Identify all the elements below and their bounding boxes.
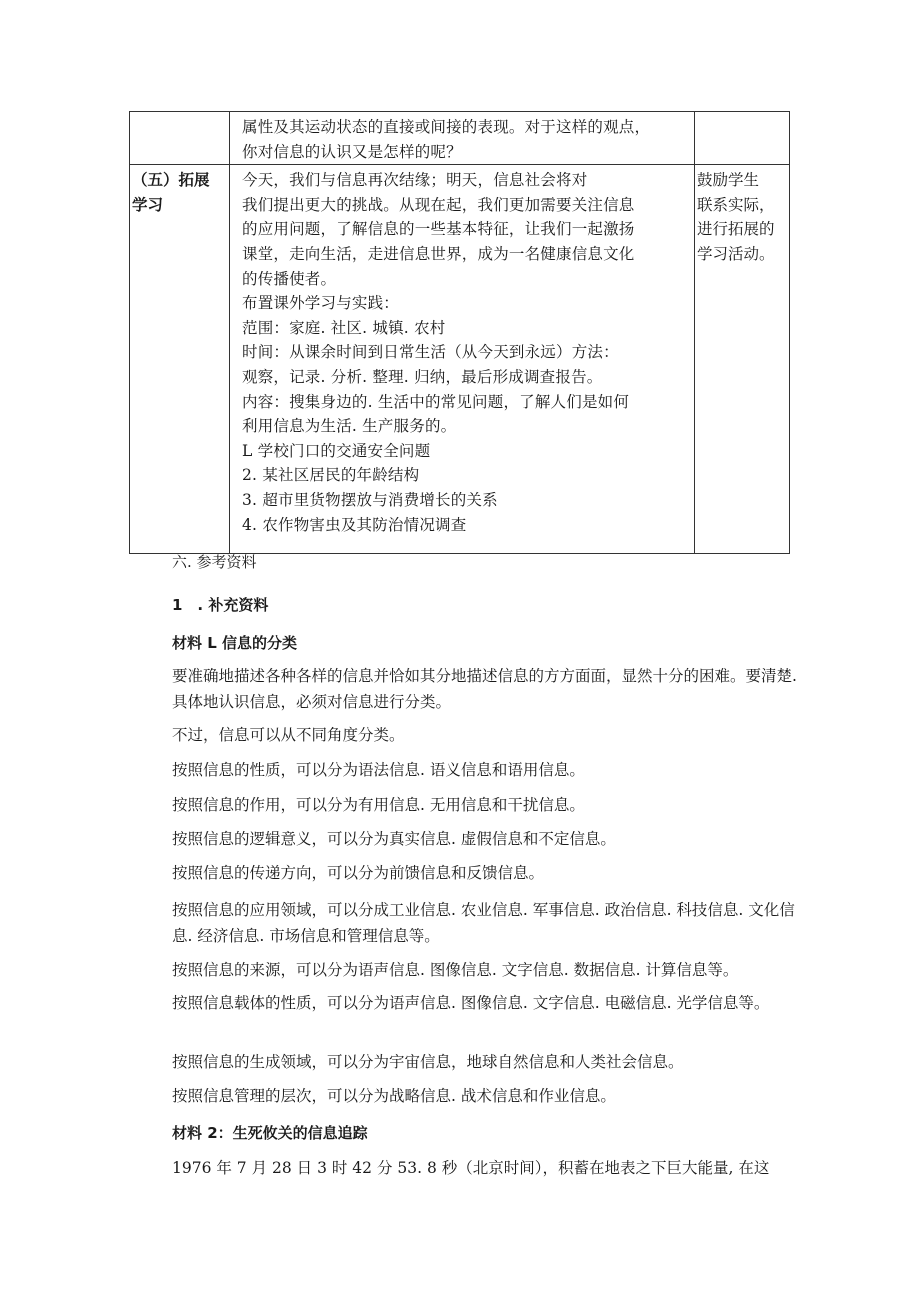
intent-cell (695, 165, 790, 554)
paragraph: 1976 年 7 月 28 日 3 时 42 分 53. 8 秒（北京时间），积蓄在地表之下巨大能量, 在这 (172, 1159, 770, 1177)
text-line: L 学校门口的交通安全问题 (242, 441, 431, 460)
content-text (230, 112, 694, 164)
intent-text (695, 165, 789, 266)
subsection-heading: 1 . 补充资料 (172, 596, 269, 614)
text-line: 布置课外学习与实践： (242, 294, 400, 313)
content-cell (230, 112, 695, 165)
section-heading: 六. 参考资料 (172, 553, 257, 571)
table-row (130, 112, 790, 165)
paragraph: 按照信息的传递方向，可以分为前馈信息和反馈信息。 (172, 864, 545, 882)
text-line: 范围：家庭. 社区. 城镇. 农村 (242, 318, 446, 337)
material-2-heading: 材料 2：生死攸关的信息追踪 (172, 1124, 368, 1142)
text-line: 学习活动。 (697, 244, 775, 263)
text-line: 今天，我们与信息再次结缘；明天，信息社会将对 (242, 171, 588, 190)
paragraph: 按照信息的应用领域，可以分成工业信息. 农业信息. 军事信息. 政治信息. 科技信息. 文化信息. 经济信息. 市场信息和管理信息等。 (172, 901, 795, 945)
text-line: 课堂，走向生活，走进信息世界，成为一名健康信息文化 (242, 244, 635, 263)
content-text (230, 165, 694, 537)
paragraph: 按照信息的来源，可以分为语声信息. 图像信息. 文字信息. 数据信息. 计算信息等。 (172, 961, 739, 979)
paragraph: 按照信息管理的层次，可以分为战略信息. 战术信息和作业信息。 (172, 1087, 616, 1105)
paragraph: 按照信息的性质，可以分为语法信息. 语义信息和语用信息。 (172, 761, 585, 779)
text-line: 利用信息为生活. 生产服务的。 (242, 417, 457, 436)
material-1-heading: 材料 L 信息的分类 (172, 634, 298, 652)
paragraph: 要准确地描述各种各样的信息并恰如其分地描述信息的方方面面，显然十分的困难。要清楚. 具体地认识信息，必须对信息进行分类。 (172, 667, 797, 711)
text-line: 属性及其运动状态的直接或间接的表现。对于这样的观点， (242, 118, 651, 136)
text-line: （五）拓展 (132, 171, 210, 190)
text-line: 进行拓展的 (697, 220, 775, 239)
text-line: 的传播使者。 (242, 269, 337, 288)
stage-label (130, 165, 229, 217)
text-line: 内容：搜集身边的. 生活中的常见问题，了解人们是如何 (242, 392, 630, 411)
text-line: 你对信息的认识又是怎样的呢？ (242, 142, 462, 161)
stage-cell (130, 165, 230, 554)
lesson-table (129, 111, 790, 554)
paragraph: 不过，信息可以从不同角度分类。 (172, 726, 405, 744)
text-line: 观察，记录. 分析. 整理. 归纳，最后形成调查报告。 (242, 367, 603, 386)
table-row (130, 165, 790, 554)
text-line: 学习 (132, 195, 164, 214)
text-line: 时间：从课余时间到日常生活（从今天到永远）方法： (242, 343, 619, 362)
paragraph: 按照信息载体的性质，可以分为语声信息. 图像信息. 文字信息. 电磁信息. 光学信息等。 (172, 994, 770, 1012)
text-line: 我们提出更大的挑战。从现在起，我们更加需要关注信息 (242, 195, 635, 214)
text-line: 的应用问题，了解信息的一些基本特征，让我们一起激扬 (242, 220, 635, 239)
text-line: 3. 超市里货物摆放与消费增长的关系 (242, 490, 498, 509)
text-line: 联系实际， (697, 195, 775, 214)
paragraph: 按照信息的生成领域，可以分为宇宙信息，地球自然信息和人类社会信息。 (172, 1053, 684, 1071)
text-line: 4. 农作物害虫及其防治情况调查 (242, 515, 467, 534)
text-line: 2. 某社区居民的年龄结构 (242, 466, 420, 485)
paragraph: 按照信息的逻辑意义，可以分为真实信息. 虚假信息和不定信息。 (172, 830, 616, 848)
text-line: 鼓励学生 (697, 171, 760, 190)
intent-cell (695, 112, 790, 165)
content-cell (230, 165, 695, 554)
paragraph: 按照信息的作用，可以分为有用信息. 无用信息和干扰信息。 (172, 796, 585, 814)
stage-cell (130, 112, 230, 165)
